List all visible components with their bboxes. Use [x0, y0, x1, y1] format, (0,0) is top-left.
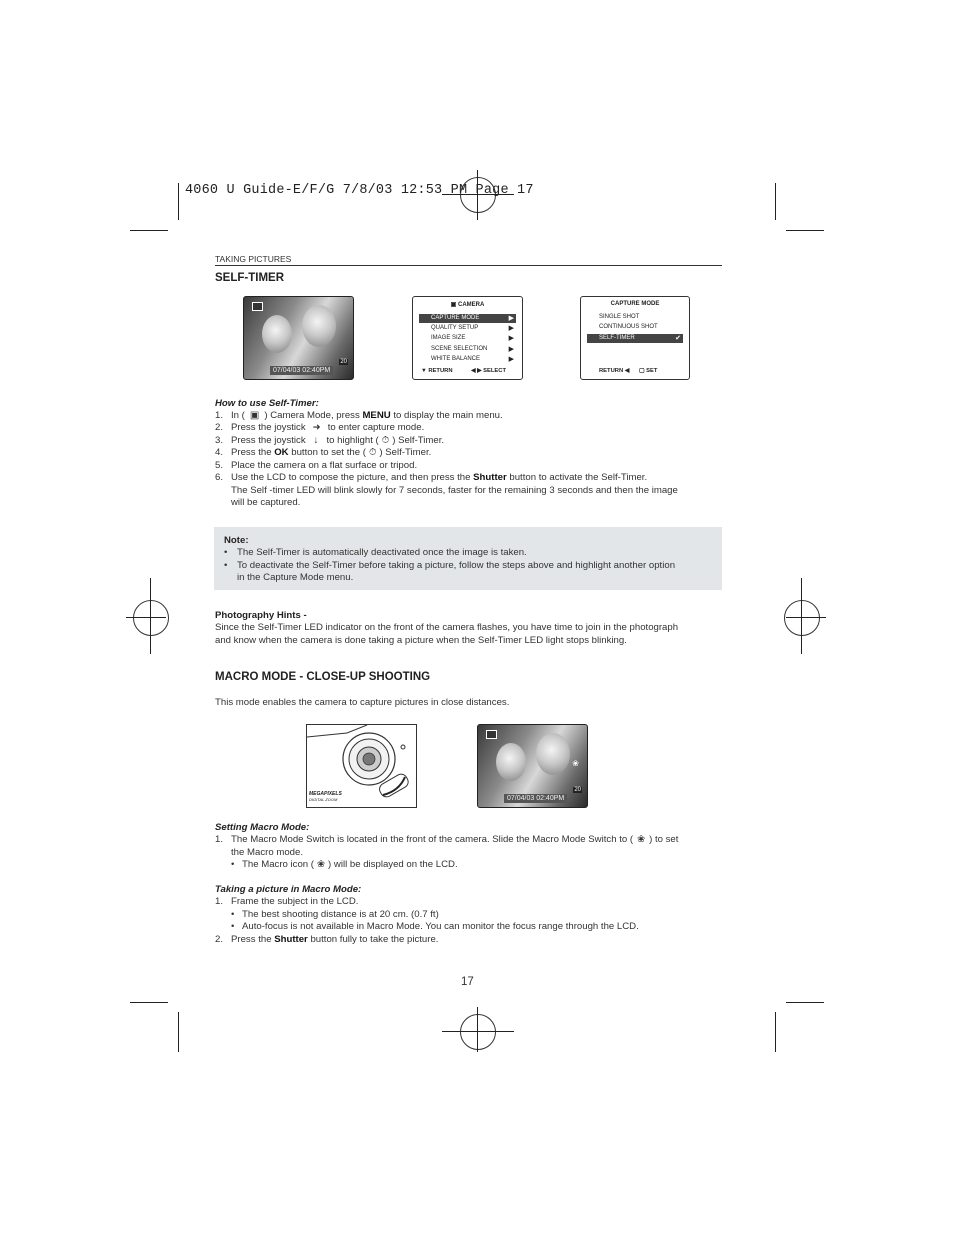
note-item: • The Self-Timer is automatically deactivated once the image is taken. — [224, 547, 527, 558]
face-shape — [496, 743, 526, 781]
registration-mark — [133, 600, 169, 636]
taking-step-1: 1. Frame the subject in the LCD. — [215, 896, 359, 907]
arrow-right-icon: ▶ — [508, 335, 514, 342]
hints-text: Since the Self-Timer LED indicator on the front of the camera flashes, you have time to join in the photograph — [215, 622, 679, 633]
macro-icon: ❀ — [637, 834, 646, 845]
menu-title: CAPTURE MODE — [610, 301, 660, 307]
lcd-preview-image — [243, 296, 354, 380]
macro-intro: This mode enables the camera to capture pictures in close distances. — [215, 697, 510, 708]
capture-mode-menu — [580, 296, 690, 380]
shot-count: 20 — [340, 359, 347, 365]
menu-footer-set: ▢ SET — [639, 368, 658, 374]
note-item: • To deactivate the Self-Timer before taking a picture, follow the steps above and highlight another option — [224, 560, 676, 571]
digital-zoom-label: DIGITAL ZOOM — [309, 797, 338, 802]
menu-item-single-shot[interactable]: SINGLE SHOT — [599, 314, 640, 320]
lcd-date: 07/04/03 02:40PM — [270, 366, 333, 375]
lcd-macro-preview-image — [477, 724, 588, 808]
step-6: 6. Use the LCD to compose the picture, and then press the Shutter button to activate the Self-Timer. — [215, 472, 648, 483]
macro-title: MACRO MODE - CLOSE-UP SHOOTING — [215, 671, 431, 683]
camera-icon — [252, 302, 263, 311]
crop-mark — [178, 183, 179, 220]
step-6-continued: The Self -timer LED will blink slowly for 7 seconds, faster for the remaining 3 seconds and then the image — [231, 485, 678, 496]
crop-mark — [130, 1002, 168, 1003]
registration-mark — [442, 1031, 514, 1032]
crop-mark — [786, 230, 824, 231]
setting-step-1-continued: the Macro mode. — [231, 847, 303, 858]
face-shape — [262, 315, 292, 353]
taking-step-2: 2. Press the Shutter button fully to take the picture. — [215, 934, 439, 945]
crop-mark — [130, 230, 168, 231]
note-item-continued: in the Capture Mode menu. — [237, 572, 354, 583]
page-number: 17 — [461, 976, 474, 988]
menu-item-image-size[interactable]: IMAGE SIZE ▶ — [431, 335, 514, 342]
self-timer-icon: ⏱ — [368, 447, 377, 458]
step-4: 4. Press the OK button to set the ( ⏱ ) Self-Timer. — [215, 447, 432, 459]
taking-macro-title: Taking a picture in Macro Mode: — [215, 884, 362, 895]
registration-mark — [786, 617, 826, 618]
note-title: Note: — [224, 535, 249, 546]
arrow-right-icon: ▶ — [508, 325, 514, 332]
face-shape — [302, 305, 336, 347]
print-header: 4060 U Guide-E/F/G 7/8/03 12:53 PM Page 17 — [185, 183, 534, 198]
setting-bullet: • The Macro icon ( ❀ ) will be displayed on the LCD. — [231, 859, 458, 871]
section-label: TAKING PICTURES — [215, 254, 292, 264]
camera-front-illustration — [306, 724, 417, 808]
camera-icon — [486, 730, 497, 739]
registration-mark — [460, 1014, 496, 1050]
crop-mark — [178, 1012, 179, 1052]
menu-footer-return: RETURN ◀ — [599, 368, 630, 374]
crop-mark — [775, 1012, 776, 1052]
divider — [215, 265, 722, 266]
megapixels-label: MEGAPIXELS — [309, 791, 342, 797]
camera-menu — [412, 296, 523, 380]
taking-bullet: • Auto-focus is not available in Macro Mode. You can monitor the focus range through the LCD. — [231, 921, 639, 932]
step-3: 3. Press the joystick ↓ to highlight ( ⏱ ) Self-Timer. — [215, 435, 445, 447]
setting-macro-title: Setting Macro Mode: — [215, 822, 310, 833]
step-5: 5. Place the camera on a flat surface or tripod. — [215, 460, 418, 471]
menu-item-quality-setup[interactable]: QUALITY SETUP ▶ — [431, 325, 514, 332]
arrow-down-icon: ↓ — [313, 435, 319, 446]
menu-footer-return: ▼ RETURN — [421, 368, 453, 374]
camera-icon: ▣ — [249, 410, 260, 421]
menu-item-self-timer[interactable]: SELF-TIMER ✔ — [587, 334, 683, 343]
shot-count: 20 — [574, 787, 581, 793]
step-1: 1. In ( ▣ ) Camera Mode, press MENU to display the main menu. — [215, 410, 503, 422]
menu-title: ▣ CAMERA — [450, 302, 485, 308]
checkmark-icon: ✔ — [675, 335, 681, 342]
menu-item-continuous-shot[interactable]: CONTINUOUS SHOT — [599, 324, 658, 330]
registration-mark — [784, 600, 820, 636]
menu-footer-select: ◀ ▶ SELECT — [471, 368, 507, 374]
setting-step-1: 1. The Macro Mode Switch is located in the front of the camera. Slide the Macro Mode Switch to ( ❀ ) to set — [215, 834, 679, 846]
registration-mark — [126, 617, 166, 618]
arrow-right-icon: ▶ — [508, 346, 514, 353]
step-2: 2. Press the joystick ➜ to enter capture mode. — [215, 422, 425, 434]
menu-item-scene-selection[interactable]: SCENE SELECTION ▶ — [431, 346, 514, 353]
registration-mark — [801, 578, 802, 654]
registration-mark — [477, 1007, 478, 1052]
self-timer-title: SELF-TIMER — [215, 272, 284, 284]
hints-title: Photography Hints - — [215, 610, 307, 621]
menu-item-capture-mode[interactable]: CAPTURE MODE ▶ — [419, 314, 516, 323]
lcd-date: 07/04/03 02:40PM — [504, 794, 567, 803]
macro-icon: ❀ — [572, 759, 579, 768]
self-timer-icon: ⏱ — [381, 435, 390, 446]
macro-icon: ❀ — [316, 859, 326, 870]
step-6-continued: will be captured. — [231, 497, 301, 508]
face-shape — [536, 733, 570, 775]
taking-bullet: • The best shooting distance is at 20 cm. (0.7 ft) — [231, 909, 439, 920]
crop-mark — [786, 1002, 824, 1003]
arrow-right-icon: ▶ — [508, 356, 514, 363]
registration-mark — [150, 578, 151, 654]
arrow-right-icon: ▶ — [508, 315, 514, 322]
hints-text: and know when the camera is done taking a picture when the Self-Timer LED light stops blinking. — [215, 635, 627, 646]
menu-item-white-balance[interactable]: WHITE BALANCE ▶ — [431, 356, 514, 363]
arrow-right-icon: ➜ — [312, 422, 321, 433]
crop-mark — [775, 183, 776, 220]
how-to-title: How to use Self-Timer: — [215, 398, 319, 409]
